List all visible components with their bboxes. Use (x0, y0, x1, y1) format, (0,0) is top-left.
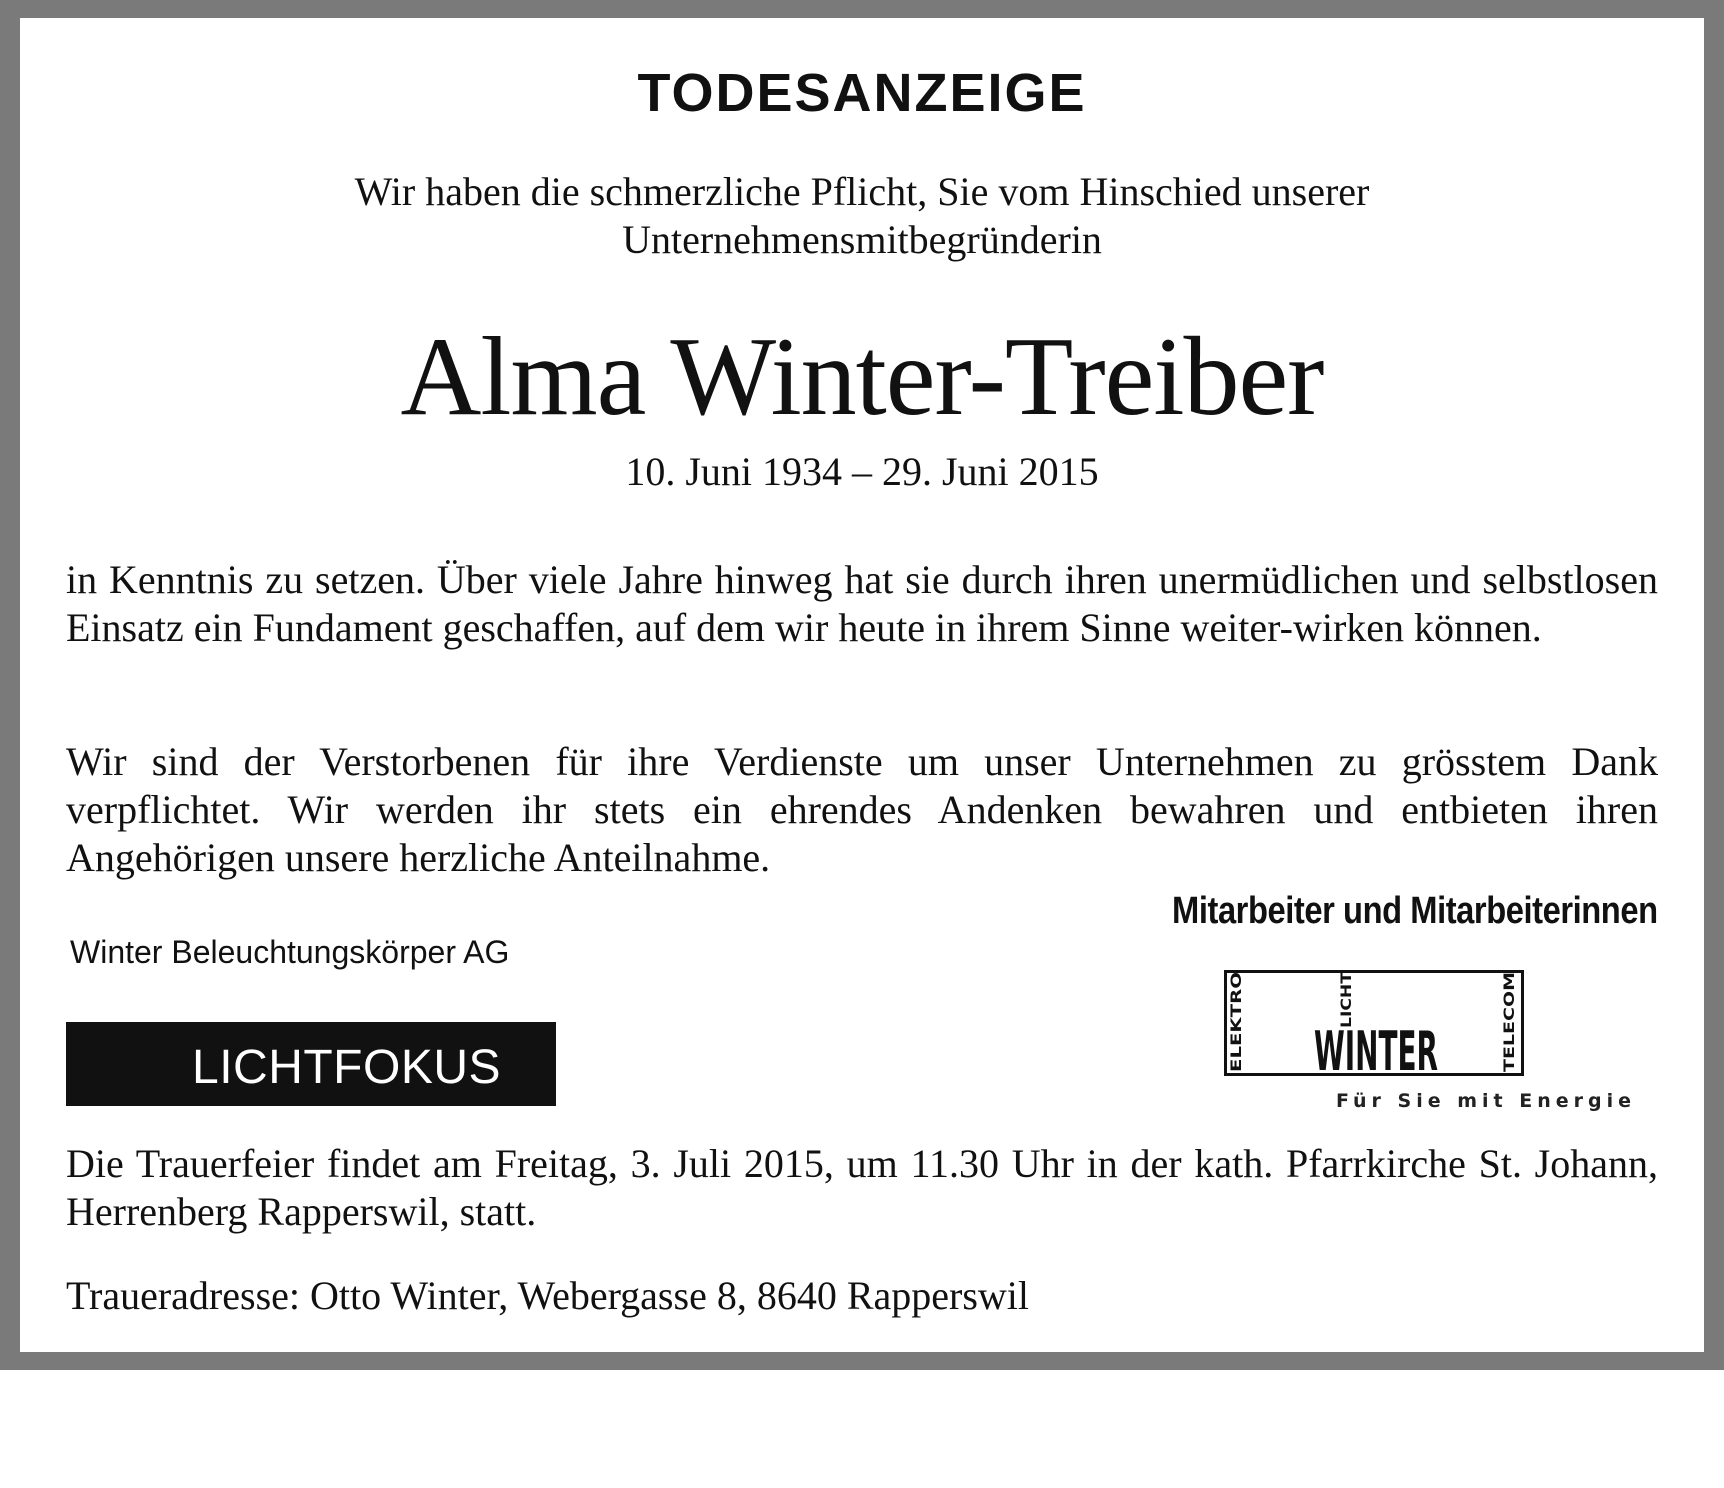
winter-logo-licht: LICHT (1339, 982, 1355, 1028)
intro-line-1: Wir haben die schmerzliche Pflicht, Sie vom Hinschied unserer (354, 169, 1370, 214)
intro-line-2: Unternehmensmitbegründerin (622, 217, 1102, 262)
paragraph-1: in Kenntnis zu setzen. Über viele Jahre hinweg hat sie durch ihren unermüdlichen und selbstlosen Einsatz ein Fundament geschaffen, auf dem wir heute in ihrem Sinne weiter-wirken können. (66, 557, 1658, 650)
lichtfokus-logo-text: LICHTFOKUS (192, 1041, 502, 1094)
winter-logo-telecom: TELECOM (1502, 998, 1518, 1072)
deceased-name: Alma Winter-Treiber (400, 315, 1324, 439)
staff-signature: Mitarbeiter und Mitarbeiterinnen (1172, 890, 1658, 932)
winter-logo-elektro: ELEKTRO (1229, 1000, 1245, 1072)
lichtfokus-logo (66, 1022, 556, 1106)
intro-text (240, 168, 1484, 264)
mourning-address: Traueradresse: Otto Winter, Webergasse 8, 8640 Rapperswil (66, 1273, 1030, 1318)
notice-title: TODESANZEIGE (637, 63, 1087, 123)
life-dates: 10. Juni 1934 – 29. Juni 2015 (625, 449, 1099, 494)
funeral-info: Die Trauerfeier findet am Freitag, 3. Juli 2015, um 11.30 Uhr in der kath. Pfarrkirche St. Johann, Herrenberg Rapperswil, statt. (66, 1141, 1658, 1234)
paragraph-2: Wir sind der Verstorbenen für ihre Verdienste um unser Unternehmen zu grösstem Dank verpflichtet. Wir werden ihr stets ein ehrendes Andenken bewahren und entbieten ihren Angehörigen unsere herzliche Anteilnahme. (66, 739, 1658, 880)
winter-tagline: Für Sie mit Energie (1336, 1090, 1637, 1112)
winter-logo-main: WINTER (1314, 1020, 1438, 1076)
company-name: Winter Beleuchtungskörper AG (70, 934, 510, 970)
winter-logo (1224, 970, 1524, 1076)
